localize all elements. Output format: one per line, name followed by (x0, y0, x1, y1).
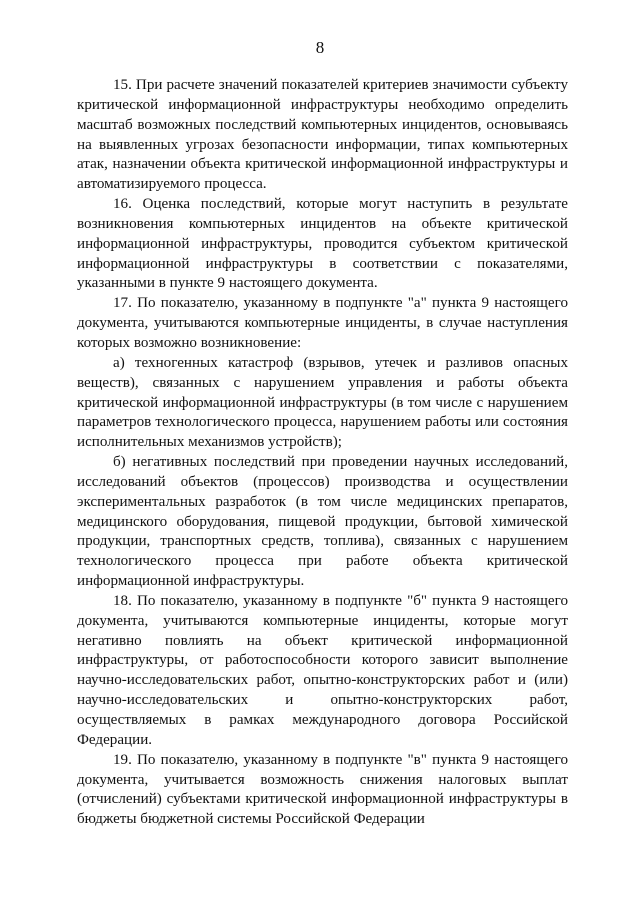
page-number: 8 (315, 38, 325, 57)
document-body (77, 76, 568, 830)
paragraph-17-a: а) техногенных катастроф (взрывов, утечек и разливов опасных веществ), связанных с нарушением управления и работы объекта критической информационной инфраструктуры (в том числе с нарушением параметров технологического процесса, нарушением работы или состояния исполнительных механизмов устройств); (77, 354, 568, 451)
paragraph-19: 19. По показателю, указанному в подпункте "в" пункта 9 настоящего документа, учитывается возможность снижения налоговых выплат (отчислений) субъектами критической информационной инфраструктуры в бюджеты бюджетной системы Российской Федерации (77, 751, 568, 828)
paragraph-15: 15. При расчете значений показателей критериев значимости субъекту критической информационной инфраструктуры необходимо определить масштаб возможных последствий компьютерных инцидентов, основываясь на выявленных угрозах безопасности информации, типах компьютерных атак, назначении объекта критической информационной инфраструктуры и автоматизируемого процесса. (77, 77, 568, 193)
paragraph-17: 17. По показателю, указанному в подпункте "а" пункта 9 настоящего документа, учитываются компьютерные инциденты, в случае наступления которых возможно возникновение: (77, 295, 568, 351)
paragraph-17-b: б) негативных последствий при проведении научных исследований, исследований объектов (процессов) производства и осуществлении экспериментальных разработок (в том числе медицинских препаратов, медицинского оборудования, пищевой продукции, бытовой химической продукции, транспортных средств, топлива), связанных с нарушением технологического процесса при работе объекта критической информационной инфраструктуры. (77, 454, 568, 590)
paragraph-18: 18. По показателю, указанному в подпункте "б" пункта 9 настоящего документа, учитываются компьютерные инциденты, которые могут негативно повлиять на объект критической информационной инфраструктуры, от работоспособности которого зависит выполнение научно-исследовательских работ, опытно-конструкторских работ и (или) научно-исследовательских и опытно-конструкторских работ, осуществляемых в рамках международного договора Российской Федерации. (77, 592, 568, 748)
paragraph-16: 16. Оценка последствий, которые могут наступить в результате возникновения компьютерных инцидентов на объекте критической информационной инфраструктуры, проводится субъектом критической информационной инфраструктуры в соответствии с показателями, указанными в пункте 9 настоящего документа. (77, 196, 568, 292)
